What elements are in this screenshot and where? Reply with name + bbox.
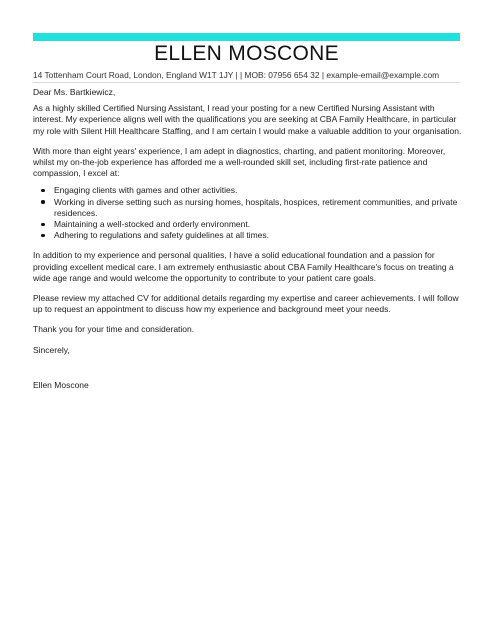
applicant-name: ELLEN MOSCONE <box>154 42 339 65</box>
letter-body <box>33 87 465 391</box>
header-divider <box>33 82 460 83</box>
closing-line: Thank you for your time and consideration. <box>33 324 195 335</box>
list-item: Working in diverse setting such as nursing homes, hospitals, hospices, retirement communities, and private residences. <box>54 197 465 219</box>
signature-name: Ellen Moscone <box>33 379 89 390</box>
salutation: Dear Ms. Bartkiewicz, <box>33 87 116 97</box>
paragraph-intro: As a highly skilled Certified Nursing Assistant, I read your posting for a new Certified Nursing Assistant with interest. My experience aligns well with the qualifications you are seeking at CBA Family Healthcare, in particular my role with Silent Hill Healthcare Staffing, and I am certain I would make a valuable addition to your organisation. <box>33 103 462 136</box>
paragraph-experience: With more than eight years' experience, I am adept in diagnostics, charting, and patient monitoring. Moreover, whilst my on-the-job experience has afforded me a well-rounded skill set, including first-rate patience and compassion, I excel at: <box>33 145 446 179</box>
contact-line: 14 Tottenham Court Road, London, England W1T 1JY | | MOB: 07956 654 32 | example-email@example.com <box>33 70 440 80</box>
list-item: Maintaining a well-stocked and orderly environment. <box>54 219 465 230</box>
signoff: Sincerely, <box>33 344 70 355</box>
skills-list <box>33 185 465 241</box>
paragraph-follow-up: Please review my attached CV for additional details regarding my expertise and career achievements. I will follow up to request an appointment to discuss how my experience and background meet your needs. <box>33 293 459 315</box>
accent-bar <box>33 33 460 41</box>
list-item: Engaging clients with games and other activities. <box>54 185 465 196</box>
list-item: Adhering to regulations and safety guidelines at all times. <box>54 230 465 241</box>
paragraph-education: In addition to my experience and personal qualities, I have a solid educational foundation and a passion for providing excellent medical care. I am extremely enthusiastic about CBA Family Healthcare's focus on treating a wide age range and would welcome the opportunity to contribute to your patient care goals. <box>33 250 454 283</box>
